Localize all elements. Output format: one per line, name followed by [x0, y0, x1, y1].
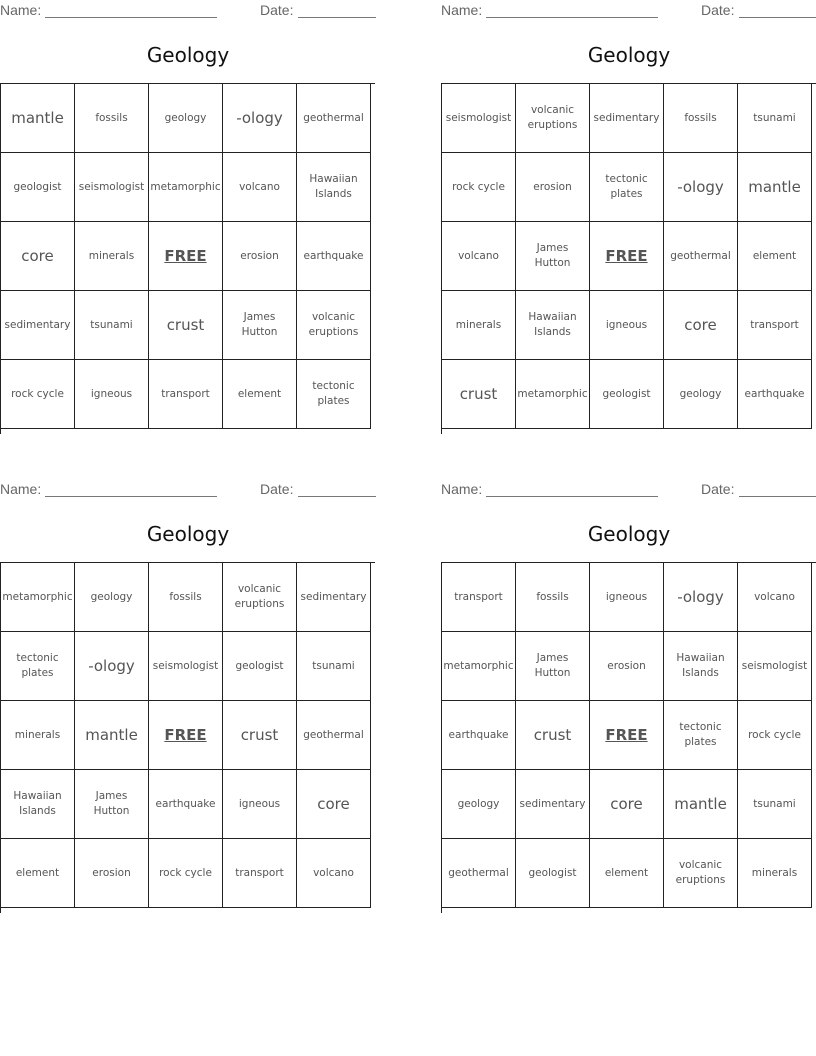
bingo-cell[interactable]: Hawaiian Islands: [1, 770, 75, 839]
bingo-cell[interactable]: volcano: [442, 222, 516, 291]
bingo-cell[interactable]: core: [1, 222, 75, 291]
bingo-grid: [441, 562, 816, 913]
bingo-cell[interactable]: -ology: [75, 632, 149, 701]
bingo-cell[interactable]: minerals: [75, 222, 149, 291]
name-label: Name:: [441, 2, 483, 18]
bingo-cell[interactable]: sedimentary: [516, 770, 590, 839]
bingo-cell[interactable]: volcanic eruptions: [516, 84, 590, 153]
date-label: Date:: [260, 481, 294, 497]
bingo-cell[interactable]: rock cycle: [738, 701, 812, 770]
bingo-cell[interactable]: volcano: [738, 563, 812, 632]
bingo-grid: [0, 83, 375, 434]
bingo-cell[interactable]: metamorphic: [442, 632, 516, 701]
bingo-cell[interactable]: volcanic eruptions: [223, 563, 297, 632]
bingo-cell[interactable]: minerals: [442, 291, 516, 360]
bingo-cell[interactable]: minerals: [1, 701, 75, 770]
bingo-cell[interactable]: metamorphic: [149, 153, 223, 222]
date-label: Date:: [701, 481, 735, 497]
bingo-cell[interactable]: erosion: [223, 222, 297, 291]
date-blank-line[interactable]: [739, 17, 816, 18]
bingo-cell[interactable]: -ology: [664, 563, 738, 632]
bingo-cell[interactable]: geologist: [590, 360, 664, 429]
card-title: Geology: [587, 522, 671, 546]
bingo-cell[interactable]: core: [297, 770, 371, 839]
bingo-cell[interactable]: metamorphic: [1, 563, 75, 632]
bingo-card-2: [441, 0, 816, 435]
bingo-cell[interactable]: mantle: [664, 770, 738, 839]
bingo-cell[interactable]: mantle: [738, 153, 812, 222]
name-date-header: [441, 479, 816, 501]
date-blank-line[interactable]: [739, 496, 816, 497]
bingo-cell[interactable]: sedimentary: [590, 84, 664, 153]
date-label: Date:: [701, 2, 735, 18]
bingo-cell[interactable]: tsunami: [738, 84, 812, 153]
bingo-cell[interactable]: earthquake: [442, 701, 516, 770]
date-blank-line[interactable]: [298, 17, 376, 18]
bingo-cell[interactable]: -ology: [664, 153, 738, 222]
card-title: Geology: [146, 522, 230, 546]
bingo-cell[interactable]: transport: [149, 360, 223, 429]
name-label: Name:: [441, 481, 483, 497]
bingo-cell[interactable]: geothermal: [664, 222, 738, 291]
bingo-cell[interactable]: fossils: [149, 563, 223, 632]
bingo-cell[interactable]: tectonic plates: [297, 360, 371, 429]
bingo-cell[interactable]: volcanic eruptions: [297, 291, 371, 360]
bingo-cell[interactable]: fossils: [75, 84, 149, 153]
bingo-cell[interactable]: crust: [223, 701, 297, 770]
bingo-grid: [0, 562, 375, 913]
bingo-card-4: [441, 479, 816, 914]
bingo-cell[interactable]: mantle: [75, 701, 149, 770]
bingo-cell[interactable]: tectonic plates: [664, 701, 738, 770]
bingo-cell[interactable]: seismologist: [75, 153, 149, 222]
bingo-cell[interactable]: sedimentary: [297, 563, 371, 632]
bingo-cell[interactable]: geologist: [223, 632, 297, 701]
bingo-cell[interactable]: James Hutton: [223, 291, 297, 360]
bingo-cell[interactable]: transport: [442, 563, 516, 632]
bingo-cell[interactable]: element: [223, 360, 297, 429]
bingo-cell[interactable]: James Hutton: [75, 770, 149, 839]
bingo-cell[interactable]: igneous: [75, 360, 149, 429]
name-blank-line[interactable]: [486, 496, 658, 497]
bingo-cell[interactable]: geology: [149, 84, 223, 153]
bingo-cell[interactable]: geology: [664, 360, 738, 429]
bingo-cell[interactable]: crust: [442, 360, 516, 429]
bingo-cell[interactable]: core: [664, 291, 738, 360]
bingo-cell[interactable]: geology: [442, 770, 516, 839]
bingo-cell[interactable]: seismologist: [442, 84, 516, 153]
bingo-cell[interactable]: seismologist: [738, 632, 812, 701]
bingo-cell[interactable]: minerals: [738, 839, 812, 908]
bingo-card-3: [0, 479, 376, 914]
bingo-cell[interactable]: transport: [223, 839, 297, 908]
bingo-cell[interactable]: tsunami: [297, 632, 371, 701]
name-blank-line[interactable]: [45, 496, 217, 497]
name-date-header: [0, 479, 376, 501]
bingo-cell[interactable]: James Hutton: [516, 632, 590, 701]
bingo-cell[interactable]: rock cycle: [1, 360, 75, 429]
bingo-cell[interactable]: volcano: [223, 153, 297, 222]
bingo-cell[interactable]: earthquake: [738, 360, 812, 429]
bingo-cell[interactable]: sedimentary: [1, 291, 75, 360]
bingo-cell[interactable]: element: [1, 839, 75, 908]
bingo-grid: [441, 83, 816, 434]
card-title: Geology: [146, 43, 230, 67]
bingo-cell[interactable]: geothermal: [297, 701, 371, 770]
bingo-cell[interactable]: rock cycle: [149, 839, 223, 908]
bingo-cell[interactable]: tectonic plates: [1, 632, 75, 701]
free-space-cell[interactable]: FREE: [590, 701, 664, 770]
bingo-cell[interactable]: volcano: [297, 839, 371, 908]
bingo-cell[interactable]: tsunami: [75, 291, 149, 360]
bingo-cell[interactable]: igneous: [590, 563, 664, 632]
date-blank-line[interactable]: [298, 496, 376, 497]
bingo-cell[interactable]: -ology: [223, 84, 297, 153]
bingo-cell[interactable]: metamorphic: [516, 360, 590, 429]
bingo-cell[interactable]: geothermal: [442, 839, 516, 908]
bingo-cell[interactable]: Hawaiian Islands: [516, 291, 590, 360]
bingo-cell[interactable]: igneous: [223, 770, 297, 839]
bingo-cell[interactable]: fossils: [516, 563, 590, 632]
bingo-cell[interactable]: Hawaiian Islands: [664, 632, 738, 701]
bingo-cell[interactable]: Hawaiian Islands: [297, 153, 371, 222]
bingo-cell[interactable]: crust: [516, 701, 590, 770]
free-space-cell[interactable]: FREE: [590, 222, 664, 291]
bingo-cell[interactable]: igneous: [590, 291, 664, 360]
bingo-cell[interactable]: core: [590, 770, 664, 839]
name-blank-line[interactable]: [45, 17, 217, 18]
bingo-cell[interactable]: geothermal: [297, 84, 371, 153]
name-label: Name:: [0, 2, 42, 18]
name-date-header: [0, 0, 376, 22]
bingo-cell[interactable]: tectonic plates: [590, 153, 664, 222]
card-title: Geology: [587, 43, 671, 67]
bingo-cell[interactable]: fossils: [664, 84, 738, 153]
bingo-cell[interactable]: geologist: [516, 839, 590, 908]
bingo-cell[interactable]: element: [590, 839, 664, 908]
bingo-cell[interactable]: volcanic eruptions: [664, 839, 738, 908]
free-space-cell[interactable]: FREE: [149, 222, 223, 291]
free-space-cell[interactable]: FREE: [149, 701, 223, 770]
bingo-cell[interactable]: transport: [738, 291, 812, 360]
bingo-card-1: [0, 0, 376, 435]
name-blank-line[interactable]: [486, 17, 658, 18]
bingo-cell[interactable]: James Hutton: [516, 222, 590, 291]
bingo-cell[interactable]: element: [738, 222, 812, 291]
bingo-cell[interactable]: tsunami: [738, 770, 812, 839]
bingo-cell[interactable]: rock cycle: [442, 153, 516, 222]
bingo-cell[interactable]: crust: [149, 291, 223, 360]
bingo-cell[interactable]: earthquake: [149, 770, 223, 839]
name-label: Name:: [0, 481, 42, 497]
name-date-header: [441, 0, 816, 22]
bingo-cell[interactable]: erosion: [75, 839, 149, 908]
bingo-cell[interactable]: geology: [75, 563, 149, 632]
bingo-cell[interactable]: seismologist: [149, 632, 223, 701]
bingo-cell[interactable]: geologist: [1, 153, 75, 222]
bingo-cell[interactable]: earthquake: [297, 222, 371, 291]
date-label: Date:: [260, 2, 294, 18]
bingo-cell[interactable]: erosion: [590, 632, 664, 701]
bingo-cell[interactable]: mantle: [1, 84, 75, 153]
bingo-cell[interactable]: erosion: [516, 153, 590, 222]
